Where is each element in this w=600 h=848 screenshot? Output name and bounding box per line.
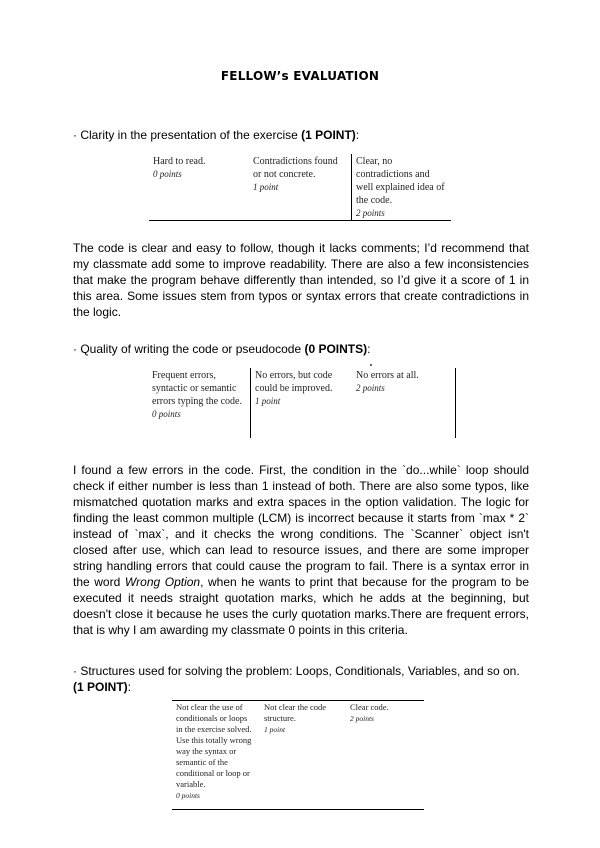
criterion-colon: : [367, 342, 371, 356]
criterion-colon: : [355, 128, 360, 142]
rubric-points: 2 points [356, 208, 385, 218]
criterion-colon: : [127, 680, 132, 694]
criterion-quality-heading [73, 341, 533, 357]
comment-clarity: The code is clear and easy to follow, though it lacks comments; I’d recommend that my classmate add some to improve readability. There are also a few inconsistencies that make the program behave differently than intended, so I’d give it a score of 1 in this area. Some issues stem from typos or syntax errors that create contradictions in the logic. [73, 241, 529, 319]
rubric-desc: Not clear the use of conditionals or loops in the exercise solved. Use this totally wrong way the syntax or semantic of the conditional or loop or variable. [176, 702, 252, 789]
stray-mark [370, 364, 372, 366]
comment-text: , when he wants to print that because for the program to be executed it needs straight quotation marks, which he adds at the beginning, but doesn't close it because he uses the curly quotation marks.There are frequent errors, that is why I am awarding my classmate 0 points in this criteria. [73, 575, 530, 637]
criterion-text: · Clarity in the presentation of the exercise [73, 128, 302, 142]
criterion-text: · Quality of writing the code or pseudocode [73, 342, 305, 356]
rubric-points: 0 points [153, 169, 182, 179]
rubric-desc: Clear, no contradictions and well explained idea of the code. [356, 156, 445, 206]
rubric-cell [352, 368, 456, 438]
rubric-cell [346, 701, 424, 809]
rubric-cell [250, 368, 352, 438]
rubric-cell [172, 701, 260, 809]
document-title: FELLOW’s EVALUATION [220, 69, 380, 83]
rubric-cell [351, 154, 451, 220]
criterion-structures-heading [73, 663, 533, 695]
rubric-cell [260, 701, 346, 809]
criterion-points: (0 POINTS) [304, 342, 368, 356]
rubric-table-clarity [149, 154, 451, 221]
rubric-desc: Not clear the code structure. [264, 702, 327, 723]
criterion-text: · Structures used for solving the problem: Loops, Conditionals, Variables, and so on. [73, 664, 520, 678]
rubric-cell [148, 368, 250, 438]
rubric-desc: Frequent errors, syntactic or semantic errors typing the code. [152, 370, 242, 407]
rubric-points: 2 points [356, 383, 385, 393]
comment-text: I found a few errors in the code. First, the condition in the `do...while` loop should check if either number is less than 1 instead of both. There are also some typos, like mismatched quotation marks and extra spaces in the option validation. The logic for finding the least common multiple (LCM) is incorrect because it starts from `max * 2` instead of `max`, and it checks the wrong conditions. The `Scanner` object isn't closed after use, which can lead to resource issues, and there are some improper string handling errors that could cause the program to fail. There is a syntax error in the word [73, 463, 529, 589]
rubric-cell [249, 154, 351, 220]
rubric-desc: No errors at all. [356, 370, 419, 381]
rubric-points: 1 point [264, 725, 286, 734]
rubric-desc: No errors, but code could be improved. [255, 370, 333, 394]
rubric-table-quality [148, 368, 456, 438]
rubric-points: 1 point [255, 396, 281, 406]
rubric-points: 1 point [253, 182, 279, 192]
criterion-clarity-heading [73, 127, 533, 143]
rubric-points: 2 points [350, 714, 374, 723]
comment-italic: Wrong Option [124, 575, 201, 589]
rubric-table-structures [172, 700, 424, 810]
criterion-points: (1 POINT) [301, 128, 356, 142]
rubric-desc: Clear code. [350, 702, 389, 712]
rubric-points: 0 points [152, 409, 181, 419]
rubric-cell [149, 154, 249, 220]
rubric-desc: Hard to read. [153, 156, 206, 167]
comment-quality [73, 462, 529, 638]
rubric-desc: Contradictions found or not concrete. [253, 156, 338, 180]
rubric-points: 0 points [176, 791, 200, 800]
criterion-points: (1 POINT) [73, 680, 128, 694]
